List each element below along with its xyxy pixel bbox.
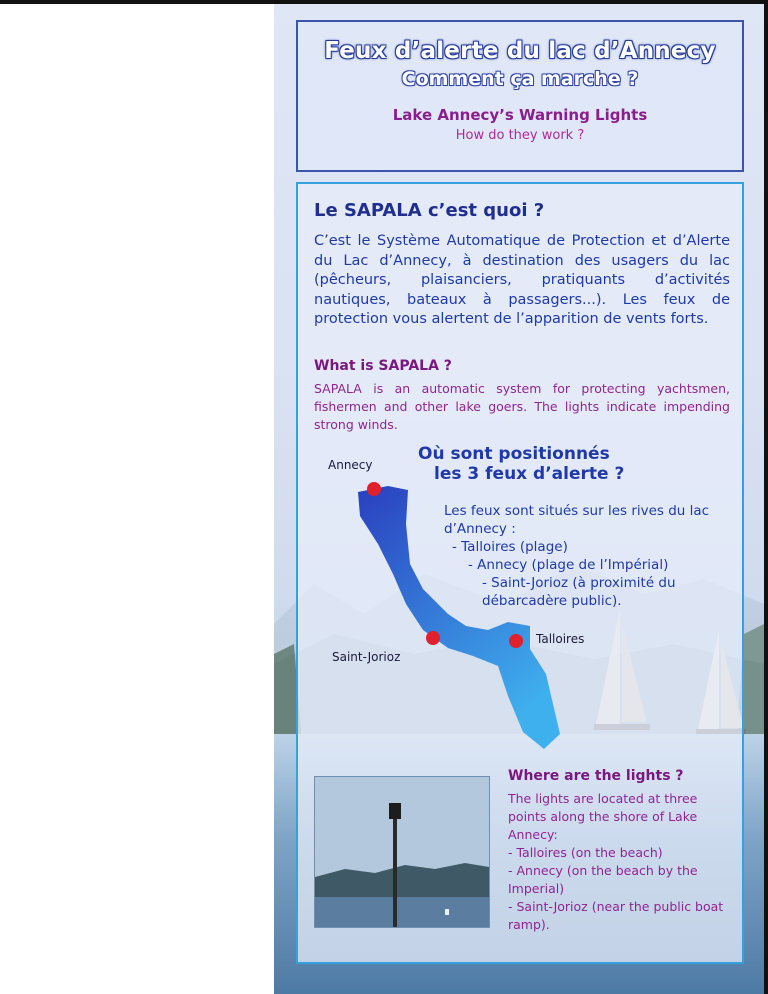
marker-annecy [367, 482, 381, 496]
where-heading-line2: les 3 feux d’alerte ? [434, 464, 625, 484]
sapala-heading: Le SAPALA c’est quoi ? [314, 200, 545, 221]
where-item-talloires: - Talloires (plage) [452, 539, 568, 555]
info-panel [296, 182, 744, 964]
english-subtitle: How do they work ? [455, 128, 585, 143]
label-saint-jorioz: Saint-Jorioz [332, 650, 401, 664]
english-where-item-saint-jorioz: - Saint-Jorioz (near the public boat ramp). [508, 899, 724, 932]
page-subtitle: Comment ça marche ? [401, 68, 639, 90]
english-title: Lake Annecy’s Warning Lights [392, 106, 648, 124]
sapala-english-description: SAPALA is an automatic system for protecting yachtsmen, fishermen and other lake goers. The lights indicate impending strong winds. [314, 381, 730, 432]
sapala-description: C’est le Système Automatique de Protection et d’Alerte du Lac d’Annecy, à destination des usagers du lac (pêcheurs, plaisanciers, pratiquants d’activités nautiques, bateaux à passagers...). Les feux de protection vous alertent de l’apparition de vents forts. [314, 233, 730, 327]
page-title: Feux d’alerte du lac d’Annecy [324, 38, 716, 64]
marker-saint-jorioz [426, 631, 440, 645]
where-heading [418, 444, 624, 484]
english-where-intro: The lights are located at three points along the shore of Lake Annecy: [508, 791, 698, 842]
where-intro: Les feux sont situés sur les rives du lac d’Annecy : [444, 503, 710, 537]
brochure-page [274, 4, 764, 994]
title-box [296, 20, 744, 172]
photo-scene [315, 777, 489, 927]
english-where-heading: Where are the lights ? [508, 768, 684, 784]
english-where-item-talloires: - Talloires (on the beach) [508, 845, 663, 860]
english-where-description [508, 790, 734, 934]
warning-light-photo [314, 776, 490, 928]
label-annecy: Annecy [328, 458, 373, 472]
scan-edge-right [764, 0, 768, 994]
english-where-item-annecy: - Annecy (on the beach by the Imperial) [508, 863, 698, 896]
where-description [444, 502, 734, 610]
sapala-english-heading: What is SAPALA ? [314, 358, 452, 374]
marker-talloires [509, 634, 523, 648]
where-item-annecy: - Annecy (plage de l’Impérial) [468, 557, 669, 573]
where-item-saint-jorioz: - Saint-Jorioz (à proximité du débarcadère public). [482, 575, 676, 609]
where-heading-line1: Où sont positionnés [418, 444, 610, 464]
label-talloires: Talloires [536, 632, 585, 646]
